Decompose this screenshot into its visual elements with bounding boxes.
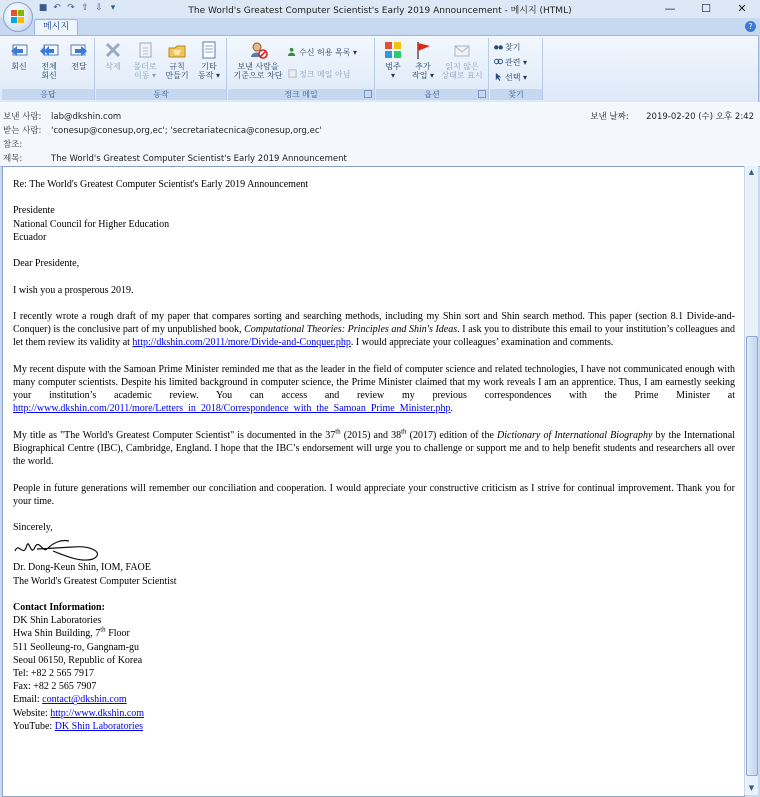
minimize-button[interactable]: — — [664, 2, 676, 15]
from-row — [3, 110, 121, 122]
subject-label: 제목: — [3, 154, 23, 164]
related-icon — [494, 57, 503, 66]
greeting: Dear Presidente, — [13, 258, 80, 270]
tel-line: Tel: +82 2 565 7917 — [13, 667, 95, 679]
signature-name: Dr. Dong-Keun Shin, IOM, FAOE — [13, 562, 151, 574]
move-to-folder-button[interactable]: 폴더로 이동 ▾ — [130, 40, 160, 80]
block-sender-button[interactable]: 보낸 사람을 기준으로 차단 — [230, 40, 286, 80]
forward-icon — [69, 40, 89, 60]
street-line: 511 Seolleung-ro, Gangnam-gu — [13, 641, 139, 653]
to-value[interactable]: 'conesup@conesup,org,ec'; 'secretariatecnica@conesup,org,ec' — [51, 126, 322, 136]
divide-and-conquer-link[interactable]: http://dkshin.com/2011/more/Divide-and-Conquer.php — [132, 337, 351, 349]
subject-value: The World's Greatest Computer Scientist's Early 2019 Announcement — [51, 154, 347, 164]
select-arrow-icon — [494, 72, 503, 81]
contact-block: Contact Information: DK Shin Laboratories Hwa Shin Building, 7th Floor 511 Seolleung-ro, Gangnam-gu Seoul 06150, Republic of Korea Tel: +82 2 565 7917 Fax: +82 2 565 7907 Email: contact@dkshin.com Website: http://www.dkshin.com YouTube: DK Shin Laboratories — [13, 601, 145, 732]
wish-line: I wish you a prosperous 2019. — [13, 284, 134, 296]
office-logo-icon — [11, 10, 25, 24]
sent-value: 2019-02-20 (수) 오후 2:42 — [646, 112, 754, 122]
group-options-label: 옵션 — [376, 89, 488, 100]
binoculars-icon — [494, 42, 503, 51]
to-row — [3, 124, 322, 136]
redo-icon[interactable]: ↷ — [67, 3, 75, 13]
flag-icon — [413, 40, 433, 60]
cc-row — [3, 138, 51, 150]
window-title: The World's Greatest Computer Scientist's Early 2019 Announcement - 메시지 (HTML) — [188, 6, 572, 16]
block-sender-icon — [248, 40, 268, 60]
website-link[interactable]: http://www.dkshin.com — [50, 707, 145, 719]
paragraph-paper: I recently wrote a rough draft of my paper that compares sorting and searching methods, including my Shin sort and Shin search method. This paper (section 8.1 Divide-and-Conquer) is the conclusive part of my unpublished book, Computational Theories: Principles and Shin's Ideas. I ask you to distribute this email to your institution’s colleagues and let them review its validity at http://dkshin.com/2011/more/Divide-and-Conquer.php. I would appreciate your colleagues’ examination and comments. — [13, 310, 735, 349]
undo-icon[interactable]: ↶ — [53, 3, 61, 13]
scroll-thumb[interactable] — [746, 336, 758, 776]
other-actions-icon — [199, 40, 219, 60]
org-name: DK Shin Laboratories — [13, 615, 102, 627]
scroll-down-icon[interactable]: ▼ — [748, 784, 755, 792]
not-junk-button[interactable]: 정크 메일 아님 — [288, 69, 350, 80]
office-button[interactable] — [3, 2, 33, 32]
samoan-correspondence-link[interactable]: http://www.dkshin.com/2011/more/Letters_in_2018/Correspondence_with_the_Samoan_Prime_Minister.php — [13, 403, 451, 415]
group-options — [376, 38, 489, 100]
create-rule-button[interactable]: 규칙 만들기 — [162, 40, 192, 80]
move-to-folder-icon — [135, 40, 155, 60]
from-value[interactable]: lab@dkshin.com — [51, 112, 122, 122]
recipient-address: Presidente National Council for Higher Education Ecuador — [13, 205, 170, 243]
help-icon[interactable]: ? — [745, 21, 756, 32]
vertical-scrollbar[interactable] — [744, 166, 758, 795]
down-arrow-icon[interactable]: ⇩ — [95, 3, 103, 13]
safe-list-icon — [288, 47, 297, 56]
qat-dropdown-icon[interactable]: ▾ — [110, 3, 116, 13]
not-junk-icon — [288, 69, 297, 78]
email-link[interactable]: contact@dkshin.com — [42, 694, 127, 706]
find-button[interactable]: 찾기 — [494, 42, 520, 53]
group-respond — [2, 38, 95, 100]
message-body[interactable] — [2, 166, 745, 797]
forward-button[interactable]: 전달 — [64, 40, 94, 71]
group-junk — [228, 38, 375, 100]
up-arrow-icon[interactable]: ⇧ — [81, 3, 89, 13]
delete-button[interactable]: 삭제 — [98, 40, 128, 71]
rules-icon — [167, 40, 187, 60]
safe-list-button[interactable]: 수신 허용 목록 ▾ — [288, 47, 357, 58]
junk-dialog-launcher[interactable] — [364, 90, 372, 98]
group-actions — [96, 38, 227, 100]
reply-button[interactable]: 회신 — [4, 40, 34, 71]
handwritten-signature — [13, 533, 103, 563]
maximize-button[interactable]: ☐ — [701, 2, 711, 15]
group-actions-label: 동작 — [96, 89, 226, 100]
delete-icon — [103, 40, 123, 60]
city-line: Seoul 06150, Republic of Korea — [13, 654, 143, 666]
mark-unread-button[interactable]: 읽지 않은 상태로 표시 — [440, 40, 484, 80]
related-button[interactable]: 관련 ▾ — [494, 57, 527, 68]
follow-up-button[interactable]: 추가 작업 ▾ — [408, 40, 438, 80]
from-label: 보낸 사람: — [3, 112, 42, 122]
categorize-icon — [383, 40, 403, 60]
building-line: Hwa Shin Building, 7th Floor — [13, 626, 130, 640]
closing: Sincerely, — [13, 522, 53, 534]
reply-all-button[interactable]: 전체 회신 — [34, 40, 64, 80]
sent-row — [590, 110, 754, 122]
close-button[interactable]: ✕ — [737, 2, 747, 15]
mark-unread-icon — [452, 40, 472, 60]
paragraph-future: People in future generations will remember our conciliation and cooperation. I would appreciate your constructive criticism as I strive for continual improvement. Thank you for your time. — [13, 482, 735, 507]
re-line: Re: The World's Greatest Computer Scientist's Early 2019 Announcement — [13, 179, 309, 190]
paragraph-dispute: My recent dispute with the Samoan Prime Minister reminded me that as the leader in the field of computer science and related technologies, I have not communicated enough with many computer scientists. Despite his limited background in computer science, the Prime Minister claimed that my work reveals I am an apprentice. Thus, I am earnestly seeking your institution’s academic review. You can access and review my previous correspondences with the Prime Minister at http://www.dkshin.com/2011/more/Letters_in_2018/Correspondence_with_the_Samoan_Prime_Minister.php. — [13, 363, 735, 415]
ribbon-tabs — [0, 18, 760, 35]
message-header — [0, 102, 760, 167]
categorize-button[interactable]: 범주 ▾ — [378, 40, 408, 80]
subject-row — [3, 152, 347, 164]
options-dialog-launcher[interactable] — [478, 90, 486, 98]
tab-message[interactable]: 메시지 — [34, 19, 78, 36]
group-find-label: 찾기 — [490, 89, 542, 100]
title-bar — [0, 0, 760, 19]
select-button[interactable]: 선택 ▾ — [494, 72, 527, 83]
fax-line: Fax: +82 2 565 7907 — [13, 681, 97, 693]
group-junk-label: 정크 메일 — [228, 89, 374, 100]
youtube-link[interactable]: DK Shin Laboratories — [54, 720, 144, 732]
cc-label: 참조: — [3, 140, 23, 150]
reply-icon — [9, 40, 29, 60]
save-icon[interactable]: ■ — [38, 3, 48, 13]
contact-heading: Contact Information: — [13, 601, 105, 613]
other-actions-button[interactable]: 기타 동작 ▾ — [194, 40, 224, 80]
group-find — [490, 38, 543, 100]
signature-title: The World's Greatest Computer Scientist — [13, 575, 177, 587]
to-label: 받는 사람: — [3, 126, 42, 136]
group-respond-label: 응답 — [2, 89, 94, 100]
scroll-up-icon[interactable]: ▲ — [748, 168, 755, 176]
reply-all-icon — [39, 40, 59, 60]
paragraph-title: My title as "The World's Greatest Computer Scientist" is documented in the 37th (2015) and 38th (2017) edition of the Dictionary of International Biography by the International Biographical Centre (IBC), Cambridge, England. I hope that the IBC’s endorsement will urge you to challenge or support me and to help benefit students and researchers all over the world. — [13, 427, 736, 468]
ribbon — [0, 35, 759, 103]
sent-label: 보낸 날짜: — [590, 112, 629, 122]
